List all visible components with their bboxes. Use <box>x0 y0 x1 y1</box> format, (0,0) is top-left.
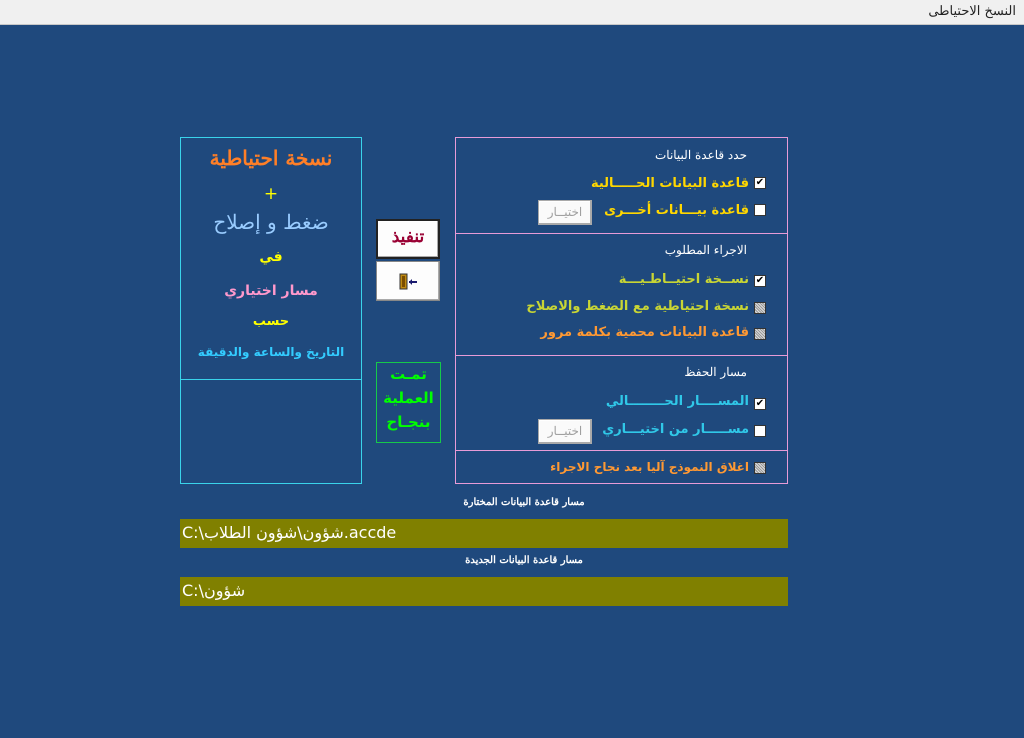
new-path-label: مسار قاعدة البيانات الجديدة <box>465 555 583 566</box>
info-datetime: التاريخ والساعة والدقيقة <box>197 345 345 359</box>
status-line-3: بنجـاح <box>386 413 431 431</box>
info-panel <box>180 137 362 484</box>
backup-label: نســخة احتيــاطـيـــة <box>618 272 749 287</box>
choose-db-button[interactable]: اختيــار <box>538 200 592 225</box>
choose-path-button[interactable]: اختيــار <box>538 419 592 444</box>
execute-button[interactable] <box>376 219 440 259</box>
selected-path-field[interactable] <box>180 519 788 548</box>
current-db-checkbox[interactable] <box>754 177 766 189</box>
info-custom-path: مسار اختياري <box>224 283 318 299</box>
execute-label: تنفيذ <box>391 227 425 247</box>
status-line-2: العملية <box>383 389 434 407</box>
exit-door-icon <box>399 273 419 291</box>
save-heading: مسار الحفظ <box>684 365 747 379</box>
database-heading: حدد قاعدة البيانات <box>654 148 747 162</box>
action-heading: الاجراء المطلوب <box>664 243 747 257</box>
auto-close-checkbox[interactable] <box>754 462 766 474</box>
info-in: في <box>259 249 283 265</box>
info-title: نسخة احتياطية <box>209 146 333 170</box>
backup-checkbox[interactable] <box>754 275 766 287</box>
selected-path-value: C:\شؤون\شؤون الطلاب.accde <box>182 523 397 542</box>
current-db-label: قاعدة البيانات الحـــــالية <box>590 176 749 191</box>
password-label: قاعدة البيانات محمية بكلمة مرور <box>540 325 749 340</box>
options-panel <box>455 137 788 484</box>
info-by: حسب <box>252 314 290 329</box>
divider-2 <box>456 355 787 356</box>
title-bar <box>0 0 1024 25</box>
custom-path-label: مســـــار من اختيـــاري <box>602 422 749 437</box>
new-path-field[interactable] <box>180 577 788 606</box>
divider-3 <box>456 450 787 451</box>
backup-compact-label: نسخة احتياطية مع الضغط والاصلاح <box>526 299 749 314</box>
backup-compact-checkbox[interactable] <box>754 302 766 314</box>
selected-path-label: مسار قاعدة البيانات المختارة <box>463 497 585 508</box>
new-path-value: C:\شؤون <box>182 581 246 600</box>
other-db-checkbox[interactable] <box>754 204 766 216</box>
info-divider <box>181 379 361 380</box>
custom-path-checkbox[interactable] <box>754 425 766 437</box>
info-compact: ضغط و إصلاح <box>213 210 329 234</box>
exit-button[interactable] <box>376 261 440 301</box>
divider-1 <box>456 233 787 234</box>
window-title: النسخ الاحتياطى <box>928 4 1016 19</box>
current-path-label: المســــار الحــــــــالي <box>605 394 749 409</box>
password-checkbox[interactable] <box>754 328 766 340</box>
other-db-label: قاعدة بيـــانات أخـــرى <box>604 203 749 218</box>
status-line-1: تمـت <box>390 365 427 383</box>
success-status <box>376 362 441 443</box>
auto-close-label: اغلاق النموذج آليا بعد نجاح الاجراء <box>550 460 749 474</box>
current-path-checkbox[interactable] <box>754 398 766 410</box>
info-plus: + <box>263 184 279 204</box>
